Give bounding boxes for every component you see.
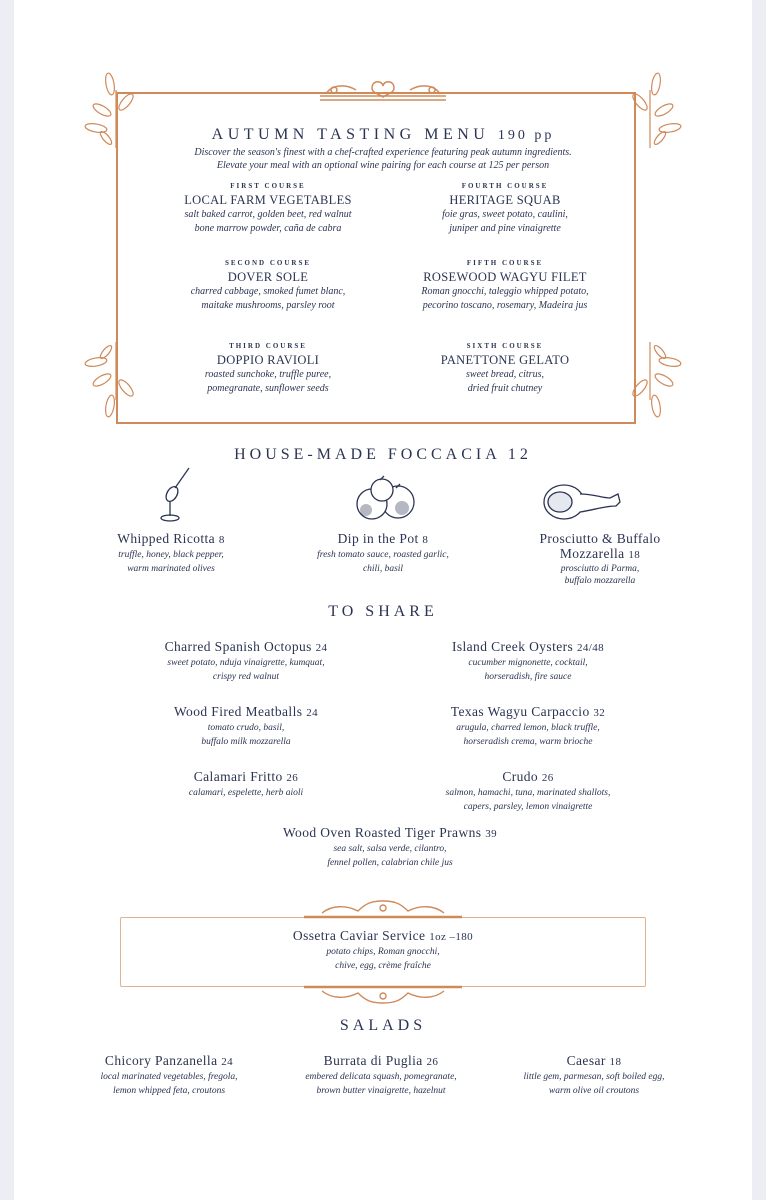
- salads-heading: SALADS: [339, 1017, 427, 1034]
- item-price: 18: [609, 1056, 622, 1068]
- course-desc: pomegranate, sunflower seeds: [207, 383, 329, 394]
- intro-line: Discover the season's finest with a chef-crafted experience featuring peak autumn ingredients.: [194, 147, 572, 158]
- item-desc: little gem, parmesan, soft boiled egg,: [523, 1072, 665, 1082]
- course-label: FIRST COURSE: [230, 182, 306, 190]
- menu-item: [286, 1053, 476, 1098]
- leaf-branch-icon: [632, 340, 692, 420]
- course-desc: charred cabbage, smoked fumet blanc,: [190, 286, 346, 297]
- course-first: [138, 182, 398, 236]
- course-label: THIRD COURSE: [229, 342, 307, 350]
- item-name: Prosciutto & Buffalo: [539, 531, 661, 546]
- item-desc: chili, basil: [362, 564, 404, 574]
- menu-item: [74, 1053, 264, 1098]
- item-desc: cucumber mignonette, cocktail,: [468, 658, 588, 668]
- item-name: Mozzarella: [559, 546, 625, 561]
- item-desc: calamari, espelette, herb aioli: [188, 788, 304, 798]
- to-share-heading: TO SHARE: [328, 603, 438, 620]
- item-desc: arugula, charred lemon, black truffle,: [456, 723, 600, 733]
- course-desc: salt baked carrot, golden beet, red walnut: [184, 209, 352, 220]
- item-name: Texas Wagyu Carpaccio: [450, 704, 590, 719]
- item-desc: buffalo mozzarella: [564, 576, 636, 586]
- item-price: 1oz –180: [429, 931, 474, 943]
- caviar-item: [233, 928, 533, 973]
- item-desc: potato chips, Roman gnocchi,: [326, 947, 440, 957]
- item-desc: truffle, honey, black pepper,: [118, 550, 224, 560]
- course-desc: bone marrow powder, caña de cabra: [194, 223, 342, 234]
- item-name: Charred Spanish Octopus: [164, 639, 312, 654]
- item-desc: sweet potato, nduja vinaigrette, kumquat,: [167, 658, 325, 668]
- item-desc: capers, parsley, lemon vinaigrette: [463, 802, 593, 812]
- item-price: 32: [593, 707, 606, 719]
- leaf-branch-icon: [74, 340, 134, 420]
- item-name: Burrata di Puglia: [323, 1053, 423, 1068]
- item-desc: horseradish crema, warm brioche: [463, 737, 593, 747]
- tomatoes-icon: [352, 474, 418, 524]
- item-desc: fresh tomato sauce, roasted garlic,: [317, 550, 449, 560]
- menu-item: [130, 704, 362, 749]
- item-price: 26: [286, 772, 299, 784]
- tasting-menu-title: [0, 126, 766, 144]
- item-price: 8: [218, 534, 225, 546]
- course-label: SIXTH COURSE: [466, 342, 544, 350]
- menu-item: [496, 1053, 692, 1098]
- item-desc: warm marinated olives: [127, 564, 215, 574]
- item-name: Wood Oven Roasted Tiger Prawns: [282, 825, 482, 840]
- course-second: [138, 259, 398, 313]
- item-desc: buffalo milk mozzarella: [201, 737, 291, 747]
- item-name: Ossetra Caviar Service: [292, 928, 426, 943]
- course-desc: dried fruit chutney: [467, 383, 543, 394]
- ornament-scroll-icon: [316, 74, 450, 104]
- item-desc: warm olive oil croutons: [548, 1086, 640, 1096]
- menu-item: [86, 531, 256, 576]
- item-name: Chicory Panzanella: [104, 1053, 218, 1068]
- honey-dipper-icon: [155, 466, 195, 524]
- item-price: 24: [306, 707, 318, 719]
- item-price: 18: [628, 549, 641, 561]
- course-fourth: [375, 182, 635, 236]
- item-desc: brown butter vinaigrette, hazelnut: [316, 1086, 446, 1096]
- course-name: DOPPIO RAVIOLI: [216, 353, 320, 367]
- item-name: Island Creek Oysters: [451, 639, 574, 654]
- course-desc: Roman gnocchi, taleggio whipped potato,: [421, 286, 589, 297]
- course-name: DOVER SOLE: [227, 270, 309, 284]
- course-desc: roasted sunchoke, truffle puree,: [204, 369, 332, 380]
- tasting-price: 190 pp: [497, 128, 555, 143]
- tasting-intro: [0, 146, 766, 172]
- item-desc: prosciutto di Parma,: [560, 564, 640, 574]
- menu-item: [400, 769, 656, 814]
- item-price: 39: [485, 828, 497, 840]
- item-price: 26: [541, 772, 554, 784]
- ornament-scroll-icon: [302, 900, 464, 920]
- item-desc: crispy red walnut: [212, 672, 280, 682]
- course-third: [138, 342, 398, 396]
- menu-item: [510, 531, 690, 587]
- item-price: 24: [221, 1056, 234, 1068]
- menu-item: [130, 639, 362, 684]
- course-name: ROSEWOOD WAGYU FILET: [423, 270, 587, 284]
- foccacia-heading: HOUSE-MADE FOCCACIA 12: [234, 446, 532, 463]
- intro-line: Elevate your meal with an optional wine pairing for each course at 125 per person: [216, 160, 550, 171]
- course-desc: juniper and pine vinaigrette: [449, 223, 561, 234]
- course-desc: sweet bread, citrus,: [466, 369, 544, 380]
- course-sixth: [375, 342, 635, 396]
- menu-item: [290, 531, 476, 576]
- item-price: 26: [426, 1056, 439, 1068]
- item-price: 24: [315, 642, 328, 654]
- item-price: 8: [422, 534, 429, 546]
- course-label: FOURTH COURSE: [461, 182, 549, 190]
- item-desc: embered delicata squash, pomegranate,: [305, 1072, 457, 1082]
- course-name: HERITAGE SQUAB: [449, 193, 561, 207]
- item-desc: horseradish, fire sauce: [484, 672, 572, 682]
- item-desc: sea salt, salsa verde, cilantro,: [333, 844, 447, 854]
- course-desc: foie gras, sweet potato, caulini,: [442, 209, 568, 220]
- item-name: Dip in the Pot: [337, 531, 419, 546]
- item-name: Wood Fired Meatballs: [174, 704, 303, 719]
- course-label: FIFTH COURSE: [466, 259, 544, 267]
- item-desc: lemon whipped feta, croutons: [112, 1086, 226, 1096]
- item-desc: tomato crudo, basil,: [207, 723, 285, 733]
- item-desc: local marinated vegetables, fregola,: [100, 1072, 238, 1082]
- title-text: AUTUMN TASTING MENU: [211, 126, 490, 143]
- course-name: PANETTONE GELATO: [440, 353, 570, 367]
- course-name: LOCAL FARM VEGETABLES: [184, 193, 352, 207]
- menu-item: [400, 704, 656, 749]
- ham-leg-icon: [540, 480, 624, 524]
- item-name: Crudo: [502, 769, 539, 784]
- menu-item: [400, 639, 656, 684]
- ornament-scroll-icon: [302, 984, 464, 1004]
- item-desc: fennel pollen, calabrian chile jus: [327, 858, 453, 868]
- course-desc: maitake mushrooms, parsley root: [201, 300, 335, 311]
- item-name: Caesar: [566, 1053, 606, 1068]
- course-fifth: [375, 259, 635, 313]
- menu-item: [240, 825, 540, 870]
- course-desc: pecorino toscano, rosemary, Madeira jus: [422, 300, 588, 311]
- menu-item: [130, 769, 362, 800]
- item-desc: chive, egg, crème fraîche: [335, 961, 431, 971]
- course-label: SECOND COURSE: [224, 259, 312, 267]
- item-name: Whipped Ricotta: [117, 531, 216, 546]
- item-price: 24/48: [576, 642, 605, 654]
- item-desc: salmon, hamachi, tuna, marinated shallots,: [445, 788, 611, 798]
- item-name: Calamari Fritto: [193, 769, 283, 784]
